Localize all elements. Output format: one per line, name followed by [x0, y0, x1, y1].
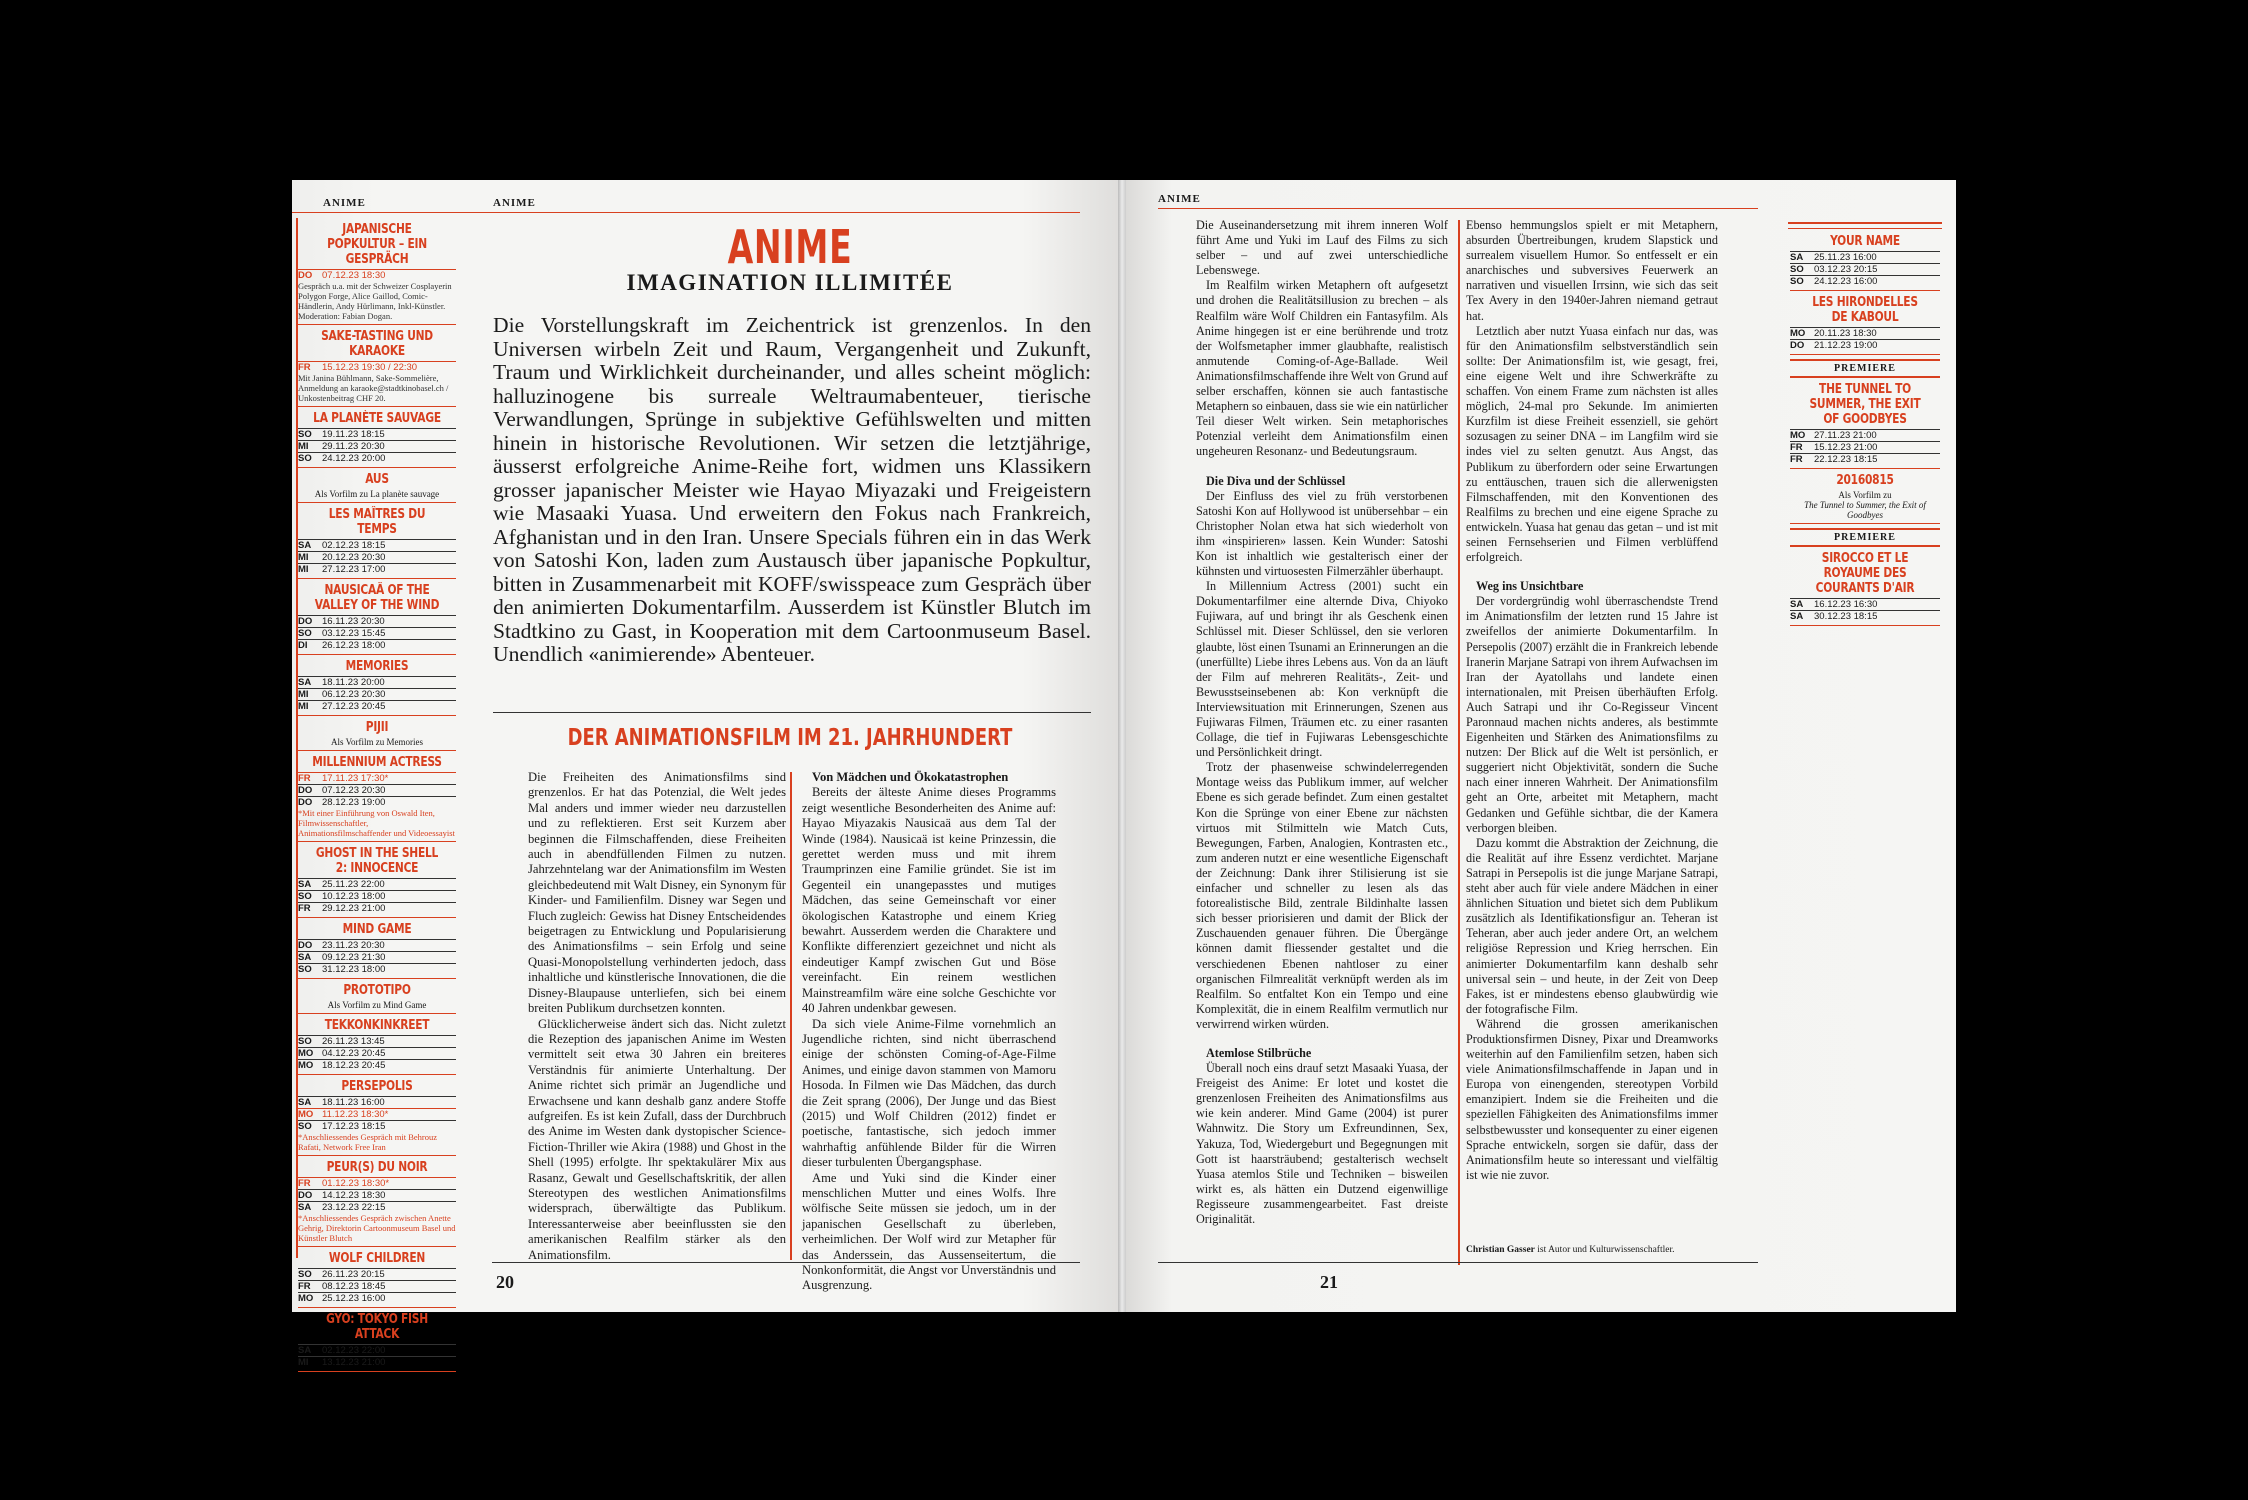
screening-datetime: 23.12.23 22:15 — [322, 1202, 386, 1213]
listing-film-title: 20160815 — [1836, 473, 1894, 488]
screening-row — [298, 951, 456, 963]
screening-row — [298, 440, 456, 452]
screening-datetime: 18.12.23 20:45 — [322, 1060, 386, 1071]
screening-row — [298, 539, 456, 551]
author-credit — [1466, 1244, 1726, 1256]
screening-row — [298, 452, 456, 464]
screening-row — [1790, 598, 1940, 610]
paragraph: Der vordergründig wohl überraschendste Trend im Animationsfilm der letzten rund 15 Jahre ist zweifellos der animierte Dokumentarfilm. In Persepolis (2007) erzählt die in Frankreich lebende Iranerin Marjane Satrapi von ihrem Aufwachsen im Iran der Ayatollahs und landete einen internationalen, mit Preisen überhäuften Erfolg. Auch Satrapi und ihr Co-Regisseur Vincent Paronnaud machen nichts anderes, als bestimmte Eigenheiten und Stärken des Animationsfilms zu nutzen: Der Blick auf die Welt ist persönlich, er suggeriert nicht Objektivität, sondern die Suche nach einer inneren Wahrheit. Der Animationsfilm geht an Orte, arbeitet mit Metaphern, macht Gedanken und Gefühle sichtbar, die der Kamera verborgen bleiben. — [1466, 594, 1718, 835]
screening-row — [298, 1035, 456, 1047]
screening-row — [298, 939, 456, 951]
screening-day: DO — [298, 616, 313, 627]
screening-day: MO — [1790, 430, 1806, 441]
screening-day: SA — [298, 540, 312, 551]
listing-entry — [298, 1079, 456, 1156]
screening-day: FR — [298, 1281, 311, 1292]
screening-row — [1790, 327, 1940, 339]
screening-datetime: 29.11.23 20:30 — [322, 441, 385, 452]
listing-film-title: YOUR NAME — [1830, 234, 1900, 249]
screening-datetime: 17.12.23 18:15 — [322, 1121, 386, 1132]
screening-datetime: 02.12.23 22:00 — [322, 1345, 386, 1356]
paragraph: Die Freiheiten des Animationsfilms sind grenzenlos. Er hat das Potenzial, die Welt jedes Mal anders und immer wieder neu darzustellen und zu reflektieren. Erst seit Kurzem aber beginnen die Filmschaffenden, diese Freiheiten auch in abendfüllenden Filmen zu nutzen. Jahrzehntelang war der Animationsfilm im Westen gleichbedeutend mit Walt Disney, ein Synonym für Kinder- und Familienfilm. Disney war Segen und Fluch zugleich: Gewiss hat Disney Entscheidendes beigetragen zu Entwicklung und Popularisierung des Animationsfilms – sein Erfolg und seine Quasi-Monopolstellung verhinderten jedoch, dass inhaltliche und künstlerische Innovationen, die die Disney-Blaupause unterliefen, sich bei einem breiten Publikum durchsetzen konnten. — [528, 770, 786, 1016]
screening-datetime: 26.12.23 18:00 — [322, 640, 386, 651]
screening-day: MO — [1790, 328, 1806, 339]
listing-film-title: MIND GAME — [342, 922, 412, 937]
screening-day: FR — [298, 1178, 311, 1189]
page-subtitle: IMAGINATION ILLIMITÉE — [626, 270, 954, 295]
section-title: DER ANIMATIONSFILM IM 21. JAHRHUNDERT — [567, 725, 1013, 751]
paragraph: Während die grossen amerikanischen Produktionsfirmen Disney, Pixar und Dreamworks weiterhin auf den Familienfilm setzen, haben sich viele Animationsfilmschaffende in Japan und in Europa von einengenden, stereotypen Vorbild emanzipiert. Indem sie die Freiheiten und die speziellen Fähigkeiten des Animationsfilms immer selbstbewusster und konsequenter zu einer eigenen Sprache entwickeln, sorgen sie dafür, dass der Animationsfilm heute so interessant und vielfältig ist wie nie zuvor. — [1466, 1016, 1718, 1182]
screening-day: FR — [298, 362, 311, 373]
premiere-label: PREMIERE — [1790, 359, 1940, 378]
listing-note: Als Vorfilm zu — [1838, 490, 1892, 500]
screening-datetime: 29.12.23 21:00 — [322, 903, 386, 914]
screening-day: SO — [298, 628, 312, 639]
paragraph: Da sich viele Anime-Filme vornehmlich an Jugendliche richten, sind nicht überraschend einige der schönsten Coming-of-Age-Filme Animes, und einige davon stammen von Mamoru Hosoda. In Filmen wie Das Mädchen, das durch die Zeit sprang (2006), Der Junge und das Biest (2015) und Wolf Children (2012) findet er poetische, fantastische, sich jedoch immer wahrhaftig anfühlende Bilder für die Wirren dieser turbulenten Übergangsphase. — [802, 1016, 1056, 1170]
listing-film-title: WOLF CHILDREN — [328, 1251, 426, 1266]
listing-entry — [298, 1312, 456, 1372]
screening-row — [298, 1096, 456, 1108]
listing-note: Als Vorfilm zu La planète sauvage — [314, 489, 440, 499]
runhead-right: ANIME — [1158, 193, 1201, 205]
screening-day: FR — [298, 773, 311, 784]
listing-entry — [298, 583, 456, 655]
screening-row — [298, 796, 456, 808]
screening-day: MI — [298, 441, 309, 452]
header-rule — [292, 212, 1080, 213]
listing-entry — [298, 755, 456, 842]
listing-film-title: MILLENNIUM ACTRESS — [312, 755, 442, 770]
listing-note: The Tunnel to Summer, the Exit of Goodbyes — [1804, 500, 1926, 520]
listing-entry — [1790, 295, 1940, 355]
paragraph: Der Einfluss des viel zu früh verstorbenen Satoshi Kon auf Hollywood ist unübersehbar – ein Christopher Nolan etwa hat sich wiederholt von ihm «inspirieren» lassen. Kein Wunder: Satoshi Kon ist inhaltlich wie gestalterisch einer der kühnsten und virtuosesten Filmerzähler überhaupt. — [1196, 488, 1448, 579]
screening-row — [298, 700, 456, 712]
paragraph: Bereits der älteste Anime dieses Programms zeigt wesentliche Besonderheiten des Anime auf: Hayao Miyazakis Nausicaä aus dem Tal der Winde (1984). Nausicaä ist keine Prinzessin, die gerettet werden muss und mit ihrem Traumprinzen eine Familie gründet. Sie ist im Gegenteil ein unangepasstes und mutiges Mädchen, das seine Gemeinschaft vor einer ökologischen Katastrophe und einem Krieg bewahrt. Ausserdem werden die Charaktere und Konflikte differenziert gezeichnet und nicht als eindeutiger Kampf zwischen Gut und Böse vereinfacht. Ein reinem westlichen Mainstreamfilm wäre eine solche Geschichte vor 40 Jahren undenkbar gewesen. — [802, 785, 1056, 1016]
screening-datetime: 25.11.23 16:00 — [1814, 252, 1877, 263]
screening-row — [298, 639, 456, 651]
listing-film-title: PROTOTIPO — [343, 983, 411, 998]
screening-day: SA — [298, 1097, 312, 1108]
screening-day: MI — [298, 552, 309, 563]
listing-note: *Anschliessendes Gespräch mit Behrouz Rafati, Network Free Iran — [298, 1132, 438, 1152]
left-listing — [298, 218, 456, 1372]
intro-text: Die Vorstellungskraft im Zeichentrick ist grenzenlos. In den Universen wirbeln Zeit und Raum, Vergangenheit und Zukunft, Traum und Wirklichkeit durcheinander, und alles scheint möglich: halluzinogene bis surreale Weltraumabenteuer, tierische Verwandlungen, Sprünge in subjektive Gefühlswelten und mitten hinein in historische Revolutionen. Wir setzen die letztjährige, äusserst erfolgreiche Anime-Reihe fort, widmen uns Klassikern grosser japanischer Meister wie Hayao Miyazaki und Freigeistern wie Masaaki Yuasa. Und erweitern den Fokus nach Frankreich, Afghanistan und in den Iran. Unsere Specials führen ein in das Werk von Satoshi Kon, laden zum Austausch über japanische Popkultur, bitten in Zusammenarbeit mit KOFF/swisspeace zum Gespräch über den animierten Dokumentarfilm. Ausserdem ist Künstler Blutch im Stadtkino zu Gast, in Kooperation mit dem Cartoonmuseum Basel. Unendlich «animierende» Abenteuer. — [493, 313, 1091, 666]
listing-entry — [298, 846, 456, 918]
screening-row — [1790, 610, 1940, 622]
screening-day: DO — [1790, 340, 1805, 351]
screening-datetime: 22.12.23 18:15 — [1814, 454, 1878, 465]
listing-note: Als Vorfilm zu Memories — [331, 737, 423, 747]
screening-row — [298, 551, 456, 563]
screening-datetime: 13.12.23 21:00 — [322, 1357, 386, 1368]
listing-film-title: SAKE-TASTING UND KARAOKE — [321, 329, 433, 359]
page-number-left: 20 — [496, 1272, 514, 1292]
screening-datetime: 19.11.23 18:15 — [322, 429, 385, 440]
screening-datetime: 24.12.23 16:00 — [1814, 276, 1878, 287]
screening-row — [298, 772, 456, 784]
paragraph: Ebenso hemmungslos spielt er mit Metaphern, absurden Übertreibungen, krudem Slapstick und surrealem visuellem Humor. So entfesselt er ein anarchisches und subversives Feuerwerk an narrativen und visuellen Irrsinn, wie sich das seit Tex Avery in den 1940er-Jahren niemand getraut hat. — [1466, 218, 1718, 323]
screening-row — [298, 1047, 456, 1059]
screening-datetime: 27.12.23 20:45 — [322, 701, 386, 712]
listing-entry — [298, 222, 456, 325]
screening-datetime: 09.12.23 21:30 — [322, 952, 386, 963]
screening-day: DI — [298, 640, 308, 651]
screening-datetime: 04.12.23 20:45 — [322, 1048, 386, 1059]
screening-day: FR — [1790, 454, 1803, 465]
listing-entry — [1790, 473, 1940, 524]
screening-day: MI — [298, 689, 309, 700]
screening-datetime: 20.12.23 20:30 — [322, 552, 386, 563]
screening-datetime: 26.11.23 13:45 — [322, 1036, 385, 1047]
screening-row — [1790, 275, 1940, 287]
paragraph: Dazu kommt die Abstraktion der Zeichnung, die die Realität auf ihre Essenz verdichtet. Marjane Satrapi in Persepolis ist die junge Marjane Satrapi, steht aber auch für viele andere Mädchen in einer ähnlichen Situation und bietet sich dem Publikum zusätzlich als Identifikationsfigur an. Teheran ist Teheran, aber auch jeder andere Ort, an welchem religiöse Repression und Krieg herrschen. Ein animierter Dokumentarfilm kann deshalb sehr universal sein – und heute, in der Zeit von Deep Fakes, ist er mindestens ebenso glaubwürdig wie der fotografische Film. — [1466, 835, 1718, 1016]
screening-row — [298, 676, 456, 688]
screening-datetime: 07.12.23 18:30 — [322, 270, 386, 281]
screening-row — [298, 615, 456, 627]
screening-day: SO — [298, 1269, 312, 1280]
screening-datetime: 03.12.23 15:45 — [322, 628, 386, 639]
article-column-2 — [802, 770, 1056, 1294]
paragraph: Glücklicherweise ändert sich das. Nicht zuletzt die Rezeption des japanischen Anime im Westen vermittelt seit etwa 30 Jahren ein breiteres Verständnis für animierte Unterhaltung. Der Anime richtet sich primär an Jugendliche und Erwachsene und kann deshalb ganz andere Stoffe aufgreifen. Es ist kein Zufall, dass der Durchbruch des Anime im Westen dank dystopischer Science-Fiction-Thriller wie Akira (1988) und Ghost in the Shell (1995) erfolgte. Ihr spektakulärer Mix aus Rasanz, Gewalt und Gesellschaftskritik, der allen Stereotypen des westlichen Animationsfilms widersprach, überwältigte das Publikum. Interessanterweise aber beeinflussten sie den amerikanischen Realfilm stärker als den Animationsfilm. — [528, 1016, 786, 1262]
paragraph: Ame und Yuki sind die Kinder einer menschlichen Mutter und eines Wolfs. Ihre wölfische Seite müssen sie jedoch, um in der japanischen Gesellschaft zu überleben, verheimlichen. Der Wolf wird zur Metapher für das Anderssein, das Aussenseitertum, die Nonkonformität, die Angst vor Unverständnis und Ausgrenzung. — [802, 1170, 1056, 1293]
premiere-label: PREMIERE — [1790, 528, 1940, 547]
screening-datetime: 17.11.23 17:30* — [322, 773, 389, 784]
screening-day: SO — [298, 891, 312, 902]
screening-row — [298, 1189, 456, 1201]
paragraph: In Millennium Actress (2001) sucht ein Dokumentarfilmer eine alternde Diva, Chiyoko Fujiwara, auf und bringt ihr als Geschenk einen Schlüssel mit. Dieser Schlüssel, den sie verloren glaubte, löst einen Tsunami an Erinnerungen an die (unerfüllte) Liebe ihres Lebens aus. Von da an läuft der Film auf mehreren Realitäts-, Zeit- und Bewusstseinsebenen ab: Kon verknüpft die Interviewsituation mit Erinnerungen, Szenen aus Fujiwaras Filmen, Träumen etc. zu einer rasanten Collage, die tief in Fujiwaras Lebensgeschichte und Persönlichkeit dringt. — [1196, 579, 1448, 760]
screening-day: SO — [298, 429, 312, 440]
screening-row — [298, 890, 456, 902]
screening-row — [298, 1268, 456, 1280]
screening-row — [298, 963, 456, 975]
screening-day: DO — [298, 940, 313, 951]
screening-row — [298, 878, 456, 890]
listing-film-title: AUS — [365, 472, 389, 487]
listing-entry — [298, 1160, 456, 1247]
spine — [1118, 180, 1126, 1312]
listing-film-title: THE TUNNEL TO SUMMER, THE EXIT OF GOODBYES — [1809, 382, 1921, 427]
listing-film-title: LES HIRONDELLES DE KABOUL — [1812, 295, 1918, 325]
right-listing-rule-top2 — [1788, 228, 1942, 229]
screening-row — [298, 1177, 456, 1189]
screening-datetime: 08.12.23 18:45 — [322, 1281, 386, 1292]
screening-day: SO — [298, 1121, 312, 1132]
subhead: Die Diva und der Schlüssel — [1206, 473, 1346, 488]
screening-row — [298, 1201, 456, 1213]
listing-entry — [298, 472, 456, 503]
listing-film-title: LA PLANÈTE SAUVAGE — [313, 411, 441, 426]
page-number-right: 21 — [1320, 1272, 1338, 1292]
screening-datetime: 03.12.23 20:15 — [1814, 264, 1878, 275]
listing-entry — [1790, 234, 1940, 291]
listing-film-title: PEUR(S) DU NOIR — [326, 1160, 428, 1175]
screening-day: MI — [298, 564, 309, 575]
listing-entry — [298, 720, 456, 751]
right-header-rule — [1158, 208, 1758, 209]
screening-row — [298, 627, 456, 639]
paragraph: Trotz der phasenweise schwindelerregenden Montage weiss das Publikum immer, auf welcher Ebene es sich gerade befindet. Zum einen gestaltet Kon die Sprünge von einer Ebene zur nächsten virtuos mit Stilmitteln wie Match Cuts, Bewegungen, Farben, Analogien, Kontrasten etc., zum anderen nutzt er eine wesentliche Eigenschaft der Zeichnung: Dank ihrer Stilisierung ist sie einfacher und schneller zu lesen als das fotorealistische Bild, zentrale Bildinhalte lassen sich besser priorisieren und damit der Blick der Zuschauenden genauer führen. Die Übergänge können damit fliessender gestaltet und die verschiedenen Ebenen nahtloser zu einer organischen Filmrealität verknüpft werden als im Realfilm. So entfaltet Kon ein Tempo und eine Komplexität, die in einem Realfilm vermutlich nur verwirrend wirken würden. — [1196, 760, 1448, 1031]
listing-film-title: GHOST IN THE SHELL 2: INNOCENCE — [315, 846, 439, 876]
screening-day: MO — [298, 1109, 314, 1120]
screening-day: SO — [298, 1036, 312, 1047]
screening-datetime: 11.12.23 18:30* — [322, 1109, 389, 1120]
listing-film-title: SIROCCO ET LE ROYAUME DES COURANTS D'AIR — [1815, 551, 1915, 596]
screening-day: SA — [298, 677, 312, 688]
screening-datetime: 31.12.23 18:00 — [322, 964, 386, 975]
screening-datetime: 20.11.23 18:30 — [1814, 328, 1877, 339]
footer-rule — [492, 1262, 1080, 1263]
screening-datetime: 06.12.23 20:30 — [322, 689, 386, 700]
runhead-main: ANIME — [493, 197, 536, 209]
screening-datetime: 02.12.23 18:15 — [322, 540, 386, 551]
screening-datetime: 07.12.23 20:30 — [322, 785, 386, 796]
listing-entry — [298, 983, 456, 1014]
screening-day: SO — [1790, 276, 1804, 287]
screening-datetime: 27.11.23 21:00 — [1814, 430, 1877, 441]
right-column-1 — [1196, 218, 1448, 1227]
screening-datetime: 18.11.23 16:00 — [322, 1097, 385, 1108]
screening-day: SA — [1790, 599, 1804, 610]
screening-datetime: 24.12.23 20:00 — [322, 453, 386, 464]
listing-film-title: PIJII — [365, 720, 389, 735]
screening-day: DO — [298, 1190, 313, 1201]
listing-film-title: PERSEPOLIS — [341, 1079, 413, 1094]
screening-row — [298, 563, 456, 575]
screening-day: SO — [298, 964, 312, 975]
screening-day: SO — [298, 453, 312, 464]
screening-day: SA — [298, 1345, 312, 1356]
paragraph: Letztlich aber nutzt Yuasa einfach nur das, was für den Animationsfilm selbstverständlich sein sollte: Der Animationsfilm ist, wie gesagt, frei, eine eigene Welt und ihre Schwerkräfte zu schaffen. Von einem Frame zum nächsten ist alles möglich, 24-mal pro Sekunde. Im animierten Kurzfilm ist diese Freiheit essenziell, sie gehört sozusagen zu seiner DNA – im Langfilm wird sie indes viel zu selten genutzt. Aus Angst, das Publikum zu überfordern oder seine Erwartungen zu enttäuschen, trauen sich die allerwenigsten Filmschaffenden, mit den Konventionen des Realfilms zu brechen und eine eigene Sprache zu entwickeln. Yuasa hat genau das getan – und ist mit seinen Fernsehserien und Filmen verblüffend erfolgreich. — [1466, 323, 1718, 565]
screening-day: FR — [298, 903, 311, 914]
screening-datetime: 25.12.23 16:00 — [322, 1293, 386, 1304]
subhead-maedchen: Von Mädchen und Ökokatastrophen — [812, 770, 1009, 784]
listing-note: Als Vorfilm zu Mind Game — [327, 1000, 427, 1010]
screening-day: FR — [1790, 442, 1803, 453]
listing-entry — [298, 507, 456, 579]
listing-note: *Anschliessendes Gespräch zwischen Anette Gehrig, Direktorin Cartoonmuseum Basel und Künstler Blutch — [298, 1213, 456, 1243]
author-name: Christian Gasser — [1466, 1245, 1535, 1255]
screening-datetime: 15.12.23 19:30 / 22:30 — [322, 362, 418, 373]
screening-row — [298, 1280, 456, 1292]
screening-datetime: 16.12.23 16:30 — [1814, 599, 1878, 610]
screening-row — [298, 361, 456, 373]
paragraph: Im Realfilm wirken Metaphern oft aufgesetzt und drohen die Realitätsillusion zu brechen – als Realfilm wäre Wolf Children ein Fantasyfilm. Als Anime hingegen ist er eine berührende und trotz der Wolfsmetapher immer glaubhafte, realistisch anmutende Coming-of-Age-Ballade. Weil Animationsfilmschaffende ihre Welt von Grund auf selber erschaffen, können sie auch fantastische Metaphern so einbauen, dass sie wie ein natürlicher Teil dieser Welt wirken. Sein metaphorisches Potenzial verleiht dem Animationsfilm einen ungeheuren Resonanz- und Bedeutungsraum. — [1196, 278, 1448, 459]
screening-row — [298, 1292, 456, 1304]
screening-datetime: 23.11.23 20:30 — [322, 940, 385, 951]
section-rule — [493, 712, 1091, 713]
author-desc: ist Autor und Kulturwissenschaftler. — [1534, 1245, 1675, 1255]
screening-day: MI — [298, 701, 309, 712]
listing-entry — [1790, 551, 1940, 626]
screening-day: MO — [298, 1293, 314, 1304]
screening-day: DO — [298, 797, 313, 808]
screening-row — [1790, 263, 1940, 275]
listing-note: *Mit einer Einführung von Oswald Iten, Filmwissenschaftler, Animationsfilmschaffender und Videoessayist — [298, 808, 455, 838]
screening-day: MO — [298, 1060, 314, 1071]
right-listing — [1790, 230, 1940, 626]
screening-day: SO — [1790, 264, 1804, 275]
paragraph: Überall noch eins drauf setzt Masaaki Yuasa, der Freigeist des Anime: Er lotet und kostet die grenzenlosen Freiheiten des Animationsfilms aus wie kein anderer. Mind Game (2004) ist purer Wahnwitz. Die Story um Exfreundinnen, Sex, Yakuza, Tod, Wiedergeburt und Begegnungen mit Gott ist haarsträubend; gestalterisch wechselt Yuasa atemlos Stile und Techniken – bisweilen wirkt es, als hätten ein Dutzend eigenwillige Regisseure zusammengearbeitet. Fast dreiste Originalität. — [1196, 1061, 1448, 1226]
screening-row — [298, 784, 456, 796]
screening-day: SA — [298, 879, 312, 890]
screening-datetime: 27.12.23 17:00 — [322, 564, 386, 575]
screening-row — [298, 902, 456, 914]
column-divider — [790, 772, 792, 1260]
screening-day: SA — [298, 1202, 312, 1213]
listing-entry — [298, 659, 456, 716]
listing-entry — [298, 922, 456, 979]
listing-entry — [298, 411, 456, 468]
listing-film-title: GYO: TOKYO FISH ATTACK — [326, 1312, 428, 1342]
screening-row — [298, 269, 456, 281]
paragraph: Die Auseinandersetzung mit ihrem inneren Wolf führt Ame und Yuki im Lauf des Films zu sich selber – und auf zwei unterschiedliche Lebenswege. — [1196, 218, 1448, 278]
screening-row — [298, 428, 456, 440]
screening-row — [298, 1120, 456, 1132]
listing-entry — [298, 1251, 456, 1308]
screening-datetime: 30.12.23 18:15 — [1814, 611, 1878, 622]
right-footer-rule — [1158, 1262, 1758, 1263]
listing-note: Gespräch u.a. mit der Schweizer Cosplayerin Polygon Forge, Alice Gaillod, Comic-Händlerin, Andy Hürlimann, Inkl-Künstler. Moderation: Fabian Dogan. — [298, 281, 452, 321]
screening-datetime: 25.11.23 22:00 — [322, 879, 385, 890]
screening-datetime: 21.12.23 19:00 — [1814, 340, 1878, 351]
screening-row — [298, 1356, 456, 1368]
listing-entry — [298, 329, 456, 407]
screening-row — [298, 1108, 456, 1120]
page-title: ANIME — [727, 220, 853, 274]
screening-day: SA — [1790, 252, 1804, 263]
screening-datetime: 14.12.23 18:30 — [322, 1190, 386, 1201]
listing-entry — [298, 1018, 456, 1075]
listing-film-title: MEMORIES — [345, 659, 409, 674]
listing-entry — [1790, 382, 1940, 469]
listing-note: Mit Janina Bühlmann, Sake-Sommelière, Anmeldung an karaoke@stadtkinobasel.ch / Unkostenbeitrag CHF 20. — [298, 373, 449, 403]
screening-row — [1790, 339, 1940, 351]
screening-row — [1790, 453, 1940, 465]
subhead: Atemlose Stilbrüche — [1206, 1045, 1312, 1060]
screening-row — [1790, 429, 1940, 441]
screening-day: MI — [298, 1357, 309, 1368]
screening-row — [1790, 251, 1940, 263]
screening-datetime: 16.11.23 20:30 — [322, 616, 385, 627]
screening-day: DO — [298, 270, 313, 281]
listing-film-title: JAPANISCHE POPKULTUR – EIN GESPRÄCH — [327, 222, 427, 267]
right-column-2 — [1466, 218, 1718, 1183]
screening-row — [298, 688, 456, 700]
listing-film-title: LES MAÎTRES DU TEMPS — [328, 507, 426, 537]
screening-datetime: 01.12.23 18:30* — [322, 1178, 390, 1189]
screening-row — [1790, 441, 1940, 453]
screening-day: MO — [298, 1048, 314, 1059]
right-listing-rule-top — [1788, 222, 1942, 224]
screening-datetime: 28.12.23 19:00 — [322, 797, 386, 808]
screening-day: SA — [298, 952, 312, 963]
screening-datetime: 26.11.23 20:15 — [322, 1269, 385, 1280]
screening-day: DO — [298, 785, 313, 796]
screening-day: SA — [1790, 611, 1804, 622]
article-column-1 — [528, 770, 786, 1263]
subhead: Weg ins Unsichtbare — [1476, 579, 1584, 594]
screening-datetime: 15.12.23 21:00 — [1814, 442, 1878, 453]
screening-datetime: 18.11.23 20:00 — [322, 677, 385, 688]
listing-film-title: TEKKONKINKREET — [324, 1018, 430, 1033]
right-column-divider — [1458, 220, 1460, 1265]
screening-datetime: 10.12.23 18:00 — [322, 891, 386, 902]
screening-row — [298, 1059, 456, 1071]
runhead-listing: ANIME — [323, 197, 366, 209]
listing-film-title: NAUSICAÄ OF THE VALLEY OF THE WIND — [314, 583, 440, 613]
screening-row — [298, 1344, 456, 1356]
